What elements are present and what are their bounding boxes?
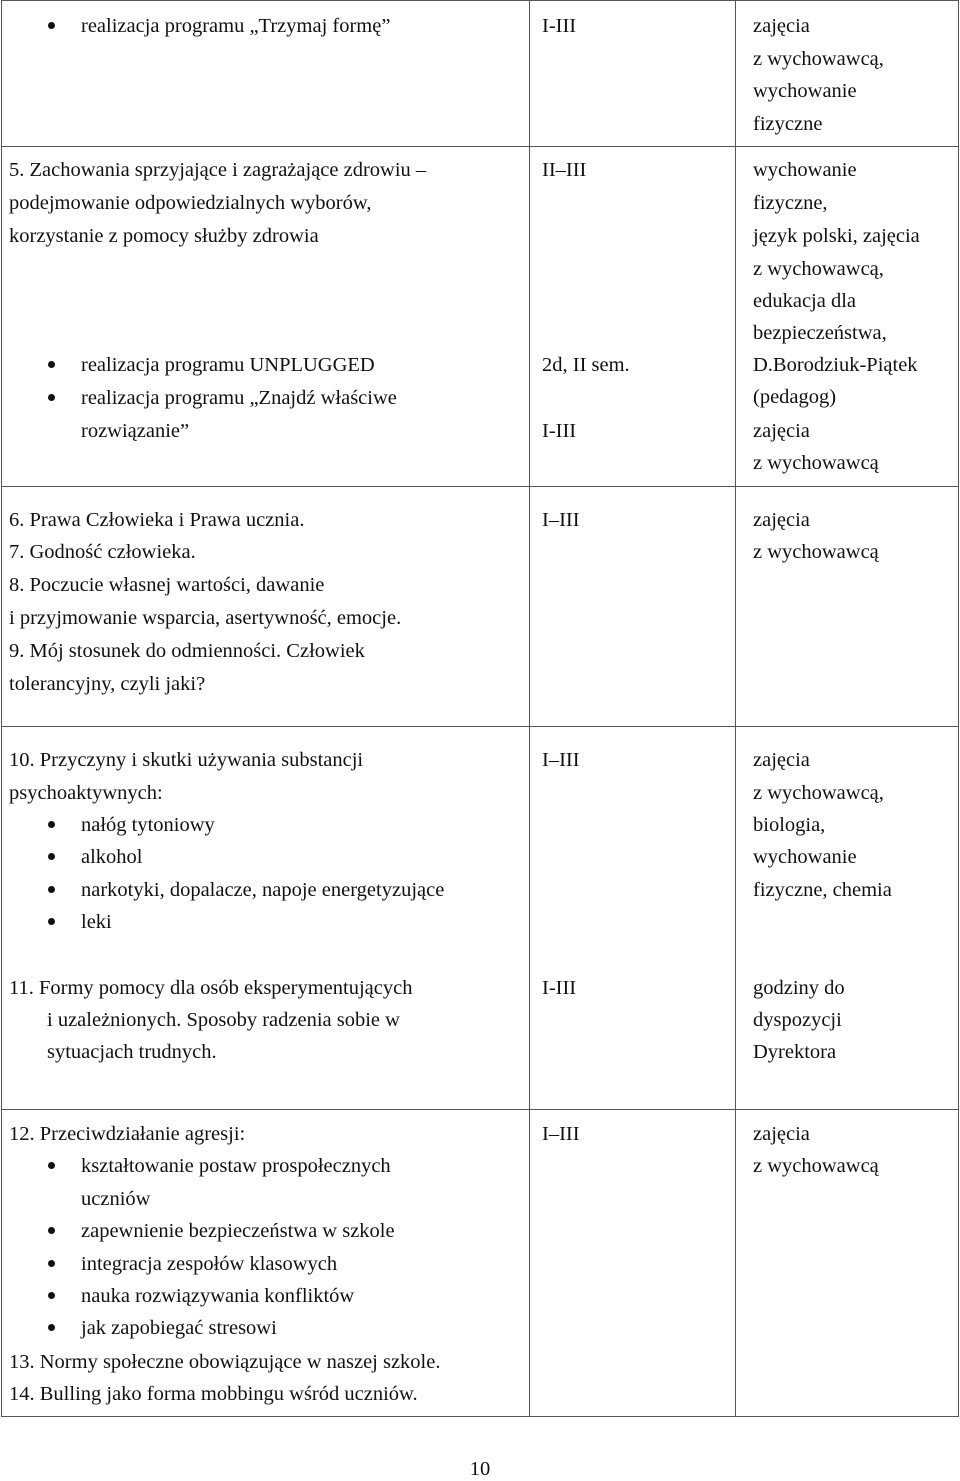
topic-line: sytuacjach trudnych.: [47, 1041, 217, 1063]
list-item-continuation: uczniów: [81, 1188, 151, 1210]
responsible-line: z wychowawcą: [753, 1155, 879, 1177]
bullet-icon: [48, 1324, 55, 1331]
responsible-line: fizyczne,: [753, 192, 828, 214]
responsible-cell: [736, 1110, 958, 1416]
responsible-line: D.Borodziuk-Piątek: [753, 354, 918, 376]
classes-cell: [530, 727, 735, 1109]
topic-cell: [2, 1110, 529, 1416]
bullet-icon: [48, 361, 55, 368]
responsible-line: z wychowawcą,: [753, 258, 884, 280]
topic-line: korzystanie z pomocy służby zdrowia: [9, 225, 319, 247]
bullet-icon: [48, 918, 55, 925]
responsible-line: zajęcia: [753, 509, 810, 531]
table-row: [2, 727, 959, 1110]
list-item: realizacja programu „Trzymaj formę”: [81, 15, 391, 37]
responsible-line: edukacja dla: [753, 290, 857, 312]
topic-line: 8. Poczucie własnej wartości, dawanie: [9, 574, 325, 596]
classes-value: I-III: [542, 15, 577, 37]
list-item: alkohol: [81, 846, 143, 868]
responsible-line: zajęcia: [753, 420, 810, 442]
responsible-line: fizyczne: [753, 113, 823, 135]
responsible-line: godziny do: [753, 977, 845, 999]
bullet-icon: [48, 1292, 55, 1299]
table-row: [2, 487, 959, 727]
list-item: zapewnienie bezpieczeństwa w szkole: [81, 1220, 395, 1242]
classes-value: 2d, II sem.: [542, 354, 630, 376]
responsible-cell: [736, 487, 958, 726]
responsible-line: zajęcia: [753, 749, 810, 771]
list-item: integracja zespołów klasowych: [81, 1253, 338, 1275]
table-row: [2, 147, 959, 487]
bullet-icon: [48, 886, 55, 893]
program-table: [1, 0, 959, 1417]
responsible-line: z wychowawcą,: [753, 782, 884, 804]
topic-line: 6. Prawa Człowieka i Prawa ucznia.: [9, 509, 305, 531]
list-item: narkotyki, dopalacze, napoje energetyzujące: [81, 879, 445, 901]
topic-line: 7. Godność człowieka.: [9, 541, 196, 563]
list-item: realizacja programu „Znajdź właściwe: [81, 387, 397, 409]
topic-cell: [2, 147, 529, 486]
responsible-line: dyspozycji: [753, 1009, 842, 1031]
topic-line: tolerancyjny, czyli jaki?: [9, 673, 206, 695]
topic-line: podejmowanie odpowiedzialnych wyborów,: [9, 192, 372, 214]
table-row: [2, 1110, 959, 1417]
classes-value: II–III: [542, 159, 587, 181]
bullet-icon: [48, 1260, 55, 1267]
list-item: realizacja programu UNPLUGGED: [81, 354, 375, 376]
responsible-line: z wychowawcą,: [753, 48, 884, 70]
responsible-cell: [736, 727, 958, 1109]
classes-cell: [530, 147, 735, 486]
responsible-line: wychowanie: [753, 159, 857, 181]
bullet-icon: [48, 22, 55, 29]
responsible-cell: [736, 147, 958, 486]
responsible-line: fizyczne, chemia: [753, 879, 892, 901]
classes-value: I–III: [542, 509, 580, 531]
classes-value: I–III: [542, 1123, 580, 1145]
responsible-line: Dyrektora: [753, 1041, 837, 1063]
classes-value: I–III: [542, 749, 580, 771]
responsible-line: biologia,: [753, 814, 826, 836]
topic-line: i uzależnionych. Sposoby radzenia sobie w: [47, 1009, 400, 1031]
page-number: 10: [469, 1458, 491, 1480]
topic-line: 9. Mój stosunek do odmienności. Człowiek: [9, 640, 365, 662]
topic-line: 5. Zachowania sprzyjające i zagrażające zdrowiu –: [9, 159, 427, 181]
topic-cell: [2, 487, 529, 726]
classes-value: I-III: [542, 977, 577, 999]
list-item: kształtowanie postaw prospołecznych: [81, 1155, 391, 1177]
list-item: nałóg tytoniowy: [81, 814, 215, 836]
responsible-line: wychowanie: [753, 846, 857, 868]
topic-line: 11. Formy pomocy dla osób eksperymentujących: [9, 977, 413, 999]
topic-line: 10. Przyczyny i skutki używania substancji: [9, 749, 364, 771]
responsible-line: zajęcia: [753, 15, 810, 37]
responsible-line: język polski, zajęcia: [753, 225, 920, 247]
bullet-icon: [48, 821, 55, 828]
topic-line: psychoaktywnych:: [9, 782, 163, 804]
classes-value: I-III: [542, 420, 577, 442]
responsible-line: bezpieczeństwa,: [753, 322, 887, 344]
bullet-icon: [48, 1227, 55, 1234]
topic-line: 14. Bulling jako forma mobbingu wśród uczniów.: [9, 1383, 418, 1405]
list-item: jak zapobiegać stresowi: [81, 1317, 277, 1339]
responsible-line: zajęcia: [753, 1123, 810, 1145]
responsible-cell: [736, 1, 958, 146]
topic-cell: [2, 727, 529, 1109]
topic-cell: [2, 1, 529, 146]
bullet-icon: [48, 394, 55, 401]
classes-cell: [530, 1, 735, 146]
table-row: [2, 1, 959, 147]
responsible-line: (pedagog): [753, 386, 837, 408]
bullet-icon: [48, 853, 55, 860]
topic-line: 12. Przeciwdziałanie agresji:: [9, 1123, 246, 1145]
topic-line: i przyjmowanie wsparcia, asertywność, emocje.: [9, 607, 402, 629]
list-item: nauka rozwiązywania konfliktów: [81, 1285, 355, 1307]
responsible-line: wychowanie: [753, 80, 857, 102]
classes-cell: [530, 1110, 735, 1416]
list-item: leki: [81, 911, 112, 933]
responsible-line: z wychowawcą: [753, 452, 879, 474]
topic-line: 13. Normy społeczne obowiązujące w naszej szkole.: [9, 1351, 441, 1373]
responsible-line: z wychowawcą: [753, 541, 879, 563]
list-item-continuation: rozwiązanie”: [81, 420, 190, 442]
bullet-icon: [48, 1162, 55, 1169]
classes-cell: [530, 487, 735, 726]
